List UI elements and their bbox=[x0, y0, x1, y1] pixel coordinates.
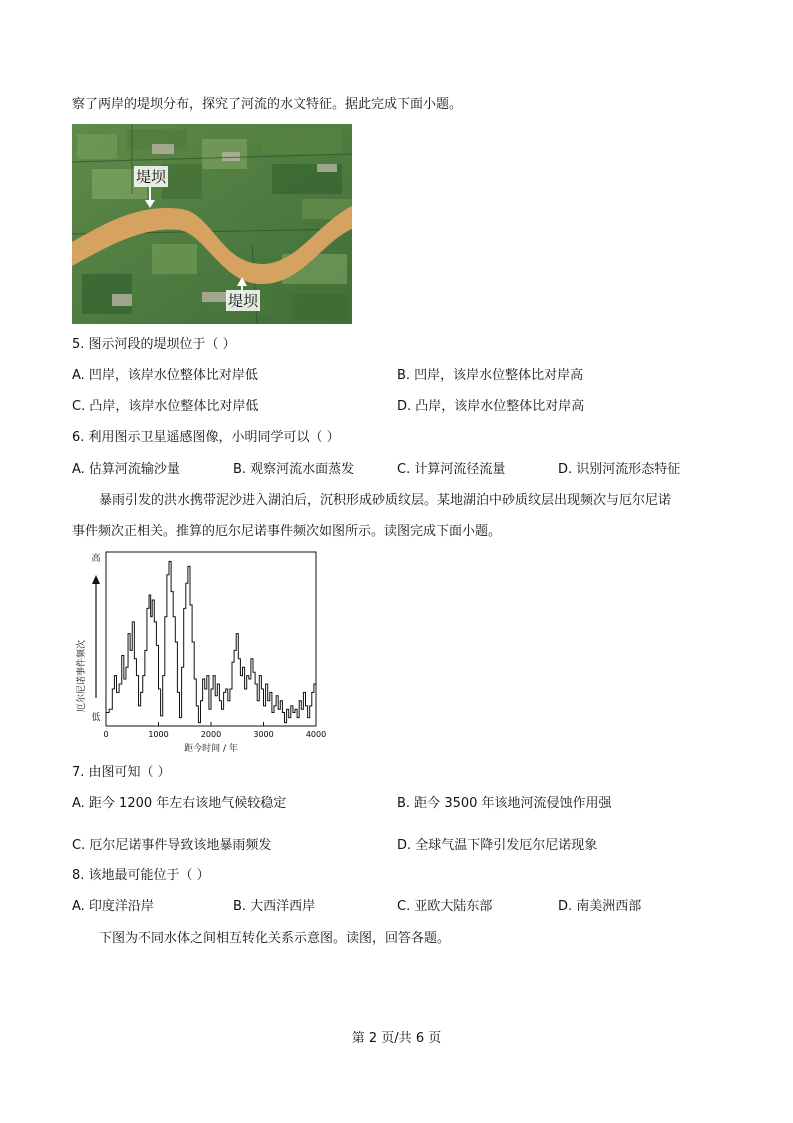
q6-option-a[interactable]: A. 估算河流输沙量 bbox=[72, 462, 180, 477]
q8-stem: 8. 该地最可能位于（ ） bbox=[72, 868, 210, 883]
page-number: 第 2 页/共 6 页 bbox=[351, 1031, 442, 1046]
q5-option-a[interactable]: A. 凹岸，该岸水位整体比对岸低 bbox=[72, 368, 258, 383]
y-arrow-head bbox=[92, 575, 100, 584]
series-line bbox=[106, 561, 316, 722]
q5-option-c[interactable]: C. 凸岸，该岸水位整体比对岸低 bbox=[72, 399, 259, 414]
q7-option-b[interactable]: B. 距今 3500 年该地河流侵蚀作用强 bbox=[397, 796, 612, 811]
passage-elnino-line2: 事件频次正相关。推算的厄尔尼诺事件频次如图所示。读图完成下面小题。 bbox=[72, 524, 502, 539]
chart-xlabel: 距今时间 / 年 bbox=[184, 744, 238, 754]
x-tick-label: 0 bbox=[103, 730, 109, 739]
q5-stem: 5. 图示河段的堤坝位于（ ） bbox=[72, 337, 236, 352]
intro-text: 察了两岸的堤坝分布，探究了河流的水文特征。据此完成下面小题。 bbox=[72, 97, 463, 112]
q8-option-a[interactable]: A. 印度洋沿岸 bbox=[72, 899, 154, 914]
elnino-frequency-chart bbox=[70, 548, 330, 758]
x-tick-label: 2000 bbox=[200, 730, 222, 739]
x-tick-label: 1000 bbox=[148, 730, 169, 739]
chart-ylabel: 厄尔尼诺事件频次 bbox=[77, 639, 87, 713]
q8-option-d[interactable]: D. 南美洲西部 bbox=[558, 899, 642, 914]
x-tick-label: 3000 bbox=[253, 730, 274, 739]
q6-option-c[interactable]: C. 计算河流径流量 bbox=[397, 462, 506, 477]
q8-option-b[interactable]: B. 大西洋西岸 bbox=[233, 899, 316, 914]
chart-y-low-label: 低 bbox=[91, 713, 101, 723]
x-tick-label: 4000 bbox=[305, 730, 327, 739]
q6-stem: 6. 利用图示卫星遥感图像，小明同学可以（ ） bbox=[72, 430, 340, 445]
passage-elnino-line1: 暴雨引发的洪水携带泥沙进入湖泊后，沉积形成砂质纹层。某地湖泊中砂质纹层出现频次与厄尔尼诺 bbox=[99, 493, 672, 508]
dam-label-top: 堤坝 bbox=[136, 168, 167, 186]
q5-option-d[interactable]: D. 凸岸，该岸水位整体比对岸高 bbox=[397, 399, 585, 414]
q8-option-c[interactable]: C. 亚欧大陆东部 bbox=[397, 899, 493, 914]
q6-option-b[interactable]: B. 观察河流水面蒸发 bbox=[233, 462, 355, 477]
q7-stem: 7. 由图可知（ ） bbox=[72, 765, 171, 780]
dam-label-bottom: 堤坝 bbox=[228, 292, 259, 310]
q5-option-b[interactable]: B. 凹岸，该岸水位整体比对岸高 bbox=[397, 368, 584, 383]
q7-option-c[interactable]: C. 厄尔尼诺事件导致该地暴雨频发 bbox=[72, 838, 272, 853]
satellite-image bbox=[72, 124, 352, 324]
q6-option-d[interactable]: D. 识别河流形态特征 bbox=[558, 462, 681, 477]
passage-water-bodies: 下图为不同水体之间相互转化关系示意图。读图，回答各题。 bbox=[99, 931, 451, 946]
q7-option-d[interactable]: D. 全球气温下降引发厄尔尼诺现象 bbox=[397, 838, 598, 853]
q7-option-a[interactable]: A. 距今 1200 年左右该地气候较稳定 bbox=[72, 796, 287, 811]
chart-y-high-label: 高 bbox=[91, 554, 101, 564]
